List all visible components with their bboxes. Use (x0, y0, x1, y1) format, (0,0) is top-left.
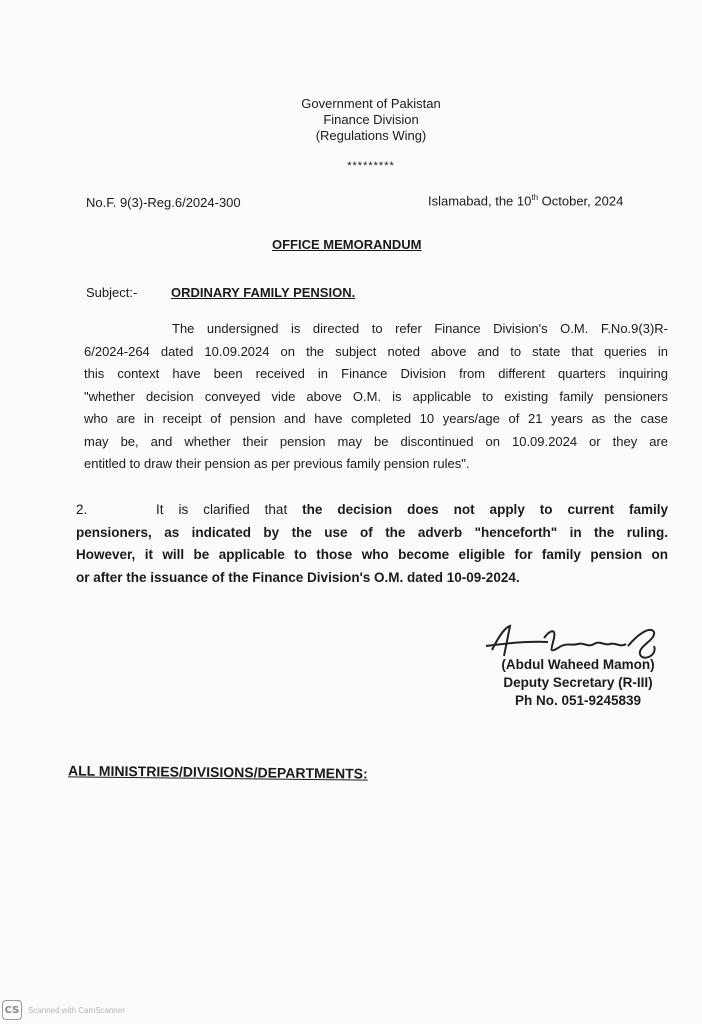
signatory-designation: Deputy Secretary (R-III) (503, 675, 653, 690)
government-name: Government of Pakistan (301, 96, 441, 111)
paragraph-1-line: entitled to draw their pension as per previous family pension rules". (84, 456, 470, 471)
paragraph-2-line: or after the issuance of the Finance Division's O.M. dated 10-09-2024. (76, 569, 520, 585)
date-ordinal: th (531, 193, 539, 202)
recipients-line: ALL MINISTRIES/DIVISIONS/DEPARTMENTS: (67, 762, 368, 782)
division-name: Finance Division (323, 112, 419, 127)
paragraph-1-line: this context have been received in Finance Division from different quarters inquiring (84, 366, 668, 381)
date-suffix: October, 2024 (538, 193, 624, 209)
subject-text: ORDINARY FAMILY PENSION. (171, 285, 356, 300)
paragraph-1-line: 6/2024-264 dated 10.09.2024 on the subject noted above and to state that queries in (84, 343, 668, 359)
paragraph-2-line (76, 499, 668, 522)
memo-title: OFFICE MEMORANDUM (272, 237, 422, 252)
reference-number: No.F. 9(3)-Reg.6/2024-300 (86, 195, 241, 210)
signatory-block (478, 656, 678, 710)
scanner-watermark (2, 1000, 125, 1020)
scanner-text: Scanned with CamScanner (28, 1005, 125, 1015)
paragraph-2-emphasis: the decision does not apply to current family (302, 502, 668, 517)
paragraph-2-intro: It is clarified that (156, 502, 303, 517)
paragraph-1 (84, 318, 668, 476)
date-prefix: Islamabad, the 10 (428, 193, 532, 209)
signatory-phone: Ph No. 051-9245839 (514, 693, 642, 708)
wing-name: (Regulations Wing) (315, 128, 427, 143)
memo-date (428, 193, 623, 208)
subject-label: Subject:- (86, 285, 138, 300)
header-separator: ********* (347, 160, 395, 172)
paragraph-1-line: who are in receipt of pension and have completed 10 years/age of 21 years as the case (84, 411, 668, 426)
camscanner-logo-icon: CS (2, 1000, 22, 1020)
signatory-name: (Abdul Waheed Mamon) (501, 657, 655, 672)
paragraph-1-line: "whether decision conveyed vide above O.M. is applicable to existing family pensioners (84, 388, 668, 404)
paragraph-2-number: 2. (76, 502, 88, 517)
paragraph-1-line: may be, and whether their pension may be discontinued on 10.09.2024 or they are (84, 433, 668, 449)
paragraph-2 (76, 499, 668, 589)
paragraph-2-line: pensioners, as indicated by the use of the adverb "henceforth" in the ruling. (76, 524, 668, 540)
letterhead (0, 96, 702, 144)
paragraph-2-line: However, it will be applicable to those who become eligible for family pension on (76, 547, 668, 562)
paragraph-1-line: The undersigned is directed to refer Finance Division's O.M. F.No.9(3)R- (172, 321, 668, 336)
